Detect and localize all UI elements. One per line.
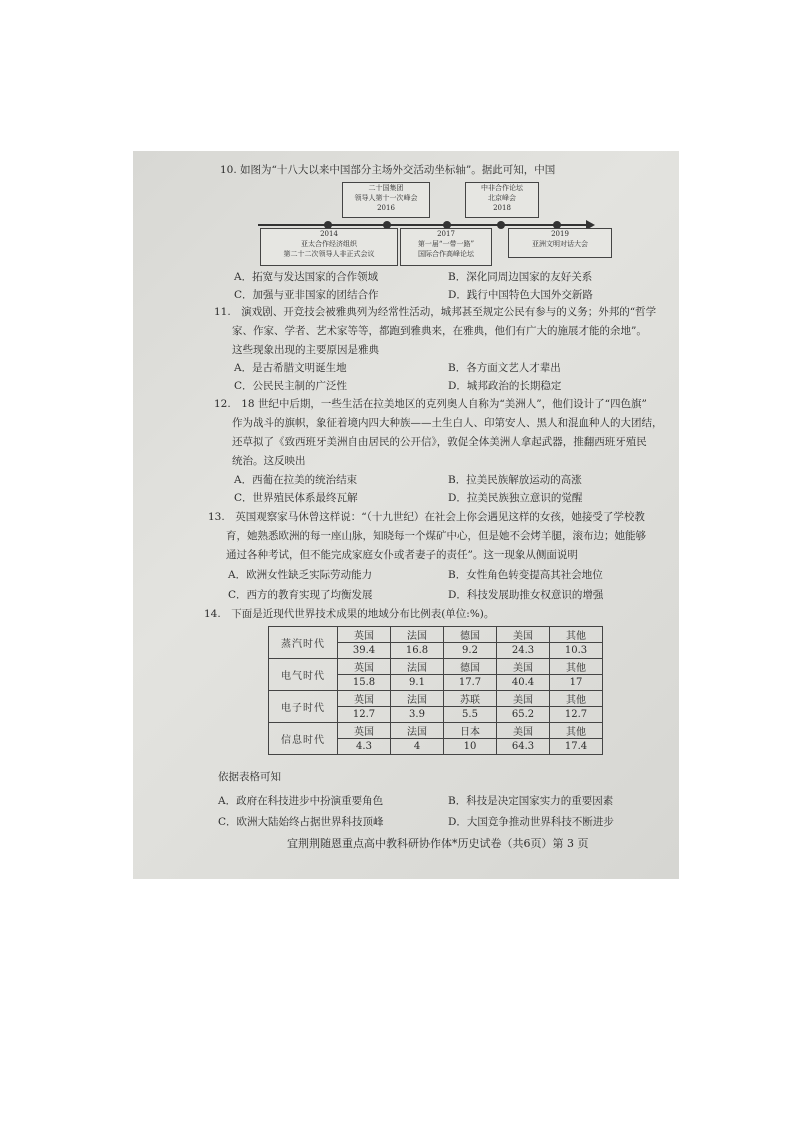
value-cell: 4.3 [338, 739, 391, 755]
value-cell: 12.7 [338, 707, 391, 723]
q14-option-a: A．政府在科技进步中扮演重要角色 [218, 795, 384, 807]
table-row [269, 691, 603, 707]
country-cell: 法国 [391, 723, 444, 739]
q11-line: 11. 演戏剧、开竞技会被雅典列为经常性活动，城邦甚至规定公民有参与的义务；外邦的“哲学 [214, 306, 657, 318]
box-line1: 亚太合作经济组织 [301, 240, 357, 248]
q10-stem: 10. 如图为“十八大以来中国部分主场外交活动坐标轴”。据此可知，中国 [220, 164, 556, 176]
q12-option-b: B．拉美民族解放运动的高涨 [448, 474, 582, 486]
value-cell: 17.7 [444, 675, 497, 691]
q13-option-b: B．女性角色转变提高其社会地位 [448, 569, 603, 581]
value-cell: 64.3 [497, 739, 550, 755]
table-row [269, 627, 603, 643]
country-cell: 英国 [338, 691, 391, 707]
q11-option-b: B．各方面文艺人才辈出 [448, 362, 561, 374]
country-cell: 法国 [391, 691, 444, 707]
country-cell: 美国 [497, 723, 550, 739]
country-cell: 法国 [391, 627, 444, 643]
box-title: 二十国集团 [368, 184, 404, 192]
q10-option-a: A．拓宽与发达国家的合作领域 [234, 271, 379, 283]
value-cell: 10 [444, 739, 497, 755]
country-cell: 英国 [338, 627, 391, 643]
box-line2: 国际合作高峰论坛 [418, 250, 474, 258]
q10-option-b: B．深化同周边国家的友好关系 [448, 271, 593, 283]
q14-stem: 14. 下面是近现代世界技术成果的地域分布比例表(单位:%)。 [204, 608, 495, 620]
country-cell: 美国 [497, 627, 550, 643]
q12-line: 还草拟了《致西班牙美洲自由居民的公开信》，敦促全体美洲人拿起武器，推翻西班牙殖民 [232, 436, 647, 448]
country-cell: 英国 [338, 659, 391, 675]
timeline-box-2019 [508, 228, 612, 258]
q11-line: 这些现象出现的主要原因是雅典 [232, 344, 379, 356]
country-cell: 其他 [550, 691, 603, 707]
country-cell: 德国 [444, 627, 497, 643]
q12-option-d: D．拉美民族独立意识的觉醒 [448, 492, 583, 504]
value-cell: 17.4 [550, 739, 603, 755]
q14-after: 依据表格可知 [218, 771, 281, 783]
q13-line: 育，她熟悉欧洲的每一座山脉，知晓每一个煤矿中心，但是她不会烤羊腿，滚布边；她能够 [226, 530, 646, 542]
value-cell: 9.2 [444, 643, 497, 659]
country-cell: 日本 [444, 723, 497, 739]
box-sub: 北京峰会 [488, 194, 516, 202]
country-cell: 德国 [444, 659, 497, 675]
value-cell: 10.3 [550, 643, 603, 659]
era-cell: 电气时代 [269, 659, 338, 691]
country-cell: 其他 [550, 627, 603, 643]
timeline-axis [258, 224, 588, 226]
value-cell: 39.4 [338, 643, 391, 659]
country-cell: 法国 [391, 659, 444, 675]
country-cell: 英国 [338, 723, 391, 739]
era-cell: 电子时代 [269, 691, 338, 723]
q14-option-d: D．大国竞争推动世界科技不断进步 [448, 816, 614, 828]
q14-option-c: C．欧洲大陆始终占据世界科技顶峰 [218, 816, 384, 828]
q11-option-c: C．公民民主制的广泛性 [234, 380, 348, 392]
q13-option-c: C．西方的教育实现了均衡发展 [228, 589, 373, 601]
box-sub: 领导人第十一次峰会 [354, 194, 418, 202]
country-cell: 其他 [550, 723, 603, 739]
table-row [269, 659, 603, 675]
country-cell: 苏联 [444, 691, 497, 707]
value-cell: 40.4 [497, 675, 550, 691]
box-line1: 亚洲文明对话大会 [532, 240, 588, 248]
box-year: 2014 [320, 230, 338, 238]
value-cell: 16.8 [391, 643, 444, 659]
value-cell: 24.3 [497, 643, 550, 659]
box-line1: 第一届“一带一路” [417, 240, 475, 248]
timeline-box-2016 [342, 182, 430, 218]
q13-line: 通过各种考试，但不能完成家庭女仆或者妻子的责任”。这一现象从侧面说明 [226, 549, 578, 561]
timeline-box-2018 [465, 182, 539, 218]
timeline-box-2014 [260, 228, 398, 266]
q14-option-b: B．科技是决定国家实力的重要因素 [448, 795, 614, 807]
q12-option-c: C．世界殖民体系最终瓦解 [234, 492, 358, 504]
q12-line: 12. 18 世纪中后期，一些生活在拉美地区的克列奥人自称为“美洲人”，他们设计了“四色旗” [214, 398, 647, 410]
q12-line: 作为战斗的旗帜，象征着境内四大种族——土生白人、印第安人、黑人和混血种人的大团结， [232, 417, 663, 429]
box-year: 2016 [377, 204, 395, 212]
value-cell: 65.2 [497, 707, 550, 723]
q10-option-c: C．加强与亚非国家的团结合作 [234, 289, 379, 301]
box-year: 2018 [493, 204, 511, 212]
box-line2: 第二十二次领导人非正式会议 [283, 250, 375, 258]
q11-line: 家、作家、学者、艺术家等等，都跑到雅典来，在雅典，他们有广大的施展才能的余地”。 [232, 325, 647, 337]
timeline-dot [497, 221, 505, 229]
q12-line: 统治。这反映出 [232, 455, 306, 467]
q12-option-a: A．西葡在拉美的统治结束 [234, 474, 358, 486]
q13-line: 13. 英国观察家马休曾这样说：“（十九世纪）在社会上你会遇见这样的女孩，她接受了学校教 [208, 511, 645, 523]
tech-distribution-table [268, 626, 603, 755]
timeline-box-2017 [400, 228, 492, 266]
era-cell: 蒸汽时代 [269, 627, 338, 659]
value-cell: 4 [391, 739, 444, 755]
value-cell: 15.8 [338, 675, 391, 691]
era-cell: 信息时代 [269, 723, 338, 755]
value-cell: 17 [550, 675, 603, 691]
page-footer: 宜荆荆随恩重点高中教科研协作体*历史试卷（共6页）第 3 页 [287, 837, 589, 850]
q13-option-d: D．科技发展助推女权意识的增强 [448, 589, 604, 601]
box-title: 中非合作论坛 [481, 184, 523, 192]
box-year: 2019 [551, 230, 569, 238]
country-cell: 美国 [497, 691, 550, 707]
value-cell: 3.9 [391, 707, 444, 723]
country-cell: 美国 [497, 659, 550, 675]
country-cell: 其他 [550, 659, 603, 675]
table-row [269, 723, 603, 739]
box-year: 2017 [437, 230, 455, 238]
value-cell: 9.1 [391, 675, 444, 691]
q11-option-a: A．是古希腊文明诞生地 [234, 362, 347, 374]
q11-option-d: D．城邦政治的长期稳定 [448, 380, 562, 392]
value-cell: 12.7 [550, 707, 603, 723]
q13-option-a: A．欧洲女性缺乏实际劳动能力 [228, 569, 373, 581]
value-cell: 5.5 [444, 707, 497, 723]
q10-option-d: D．践行中国特色大国外交新路 [448, 289, 593, 301]
